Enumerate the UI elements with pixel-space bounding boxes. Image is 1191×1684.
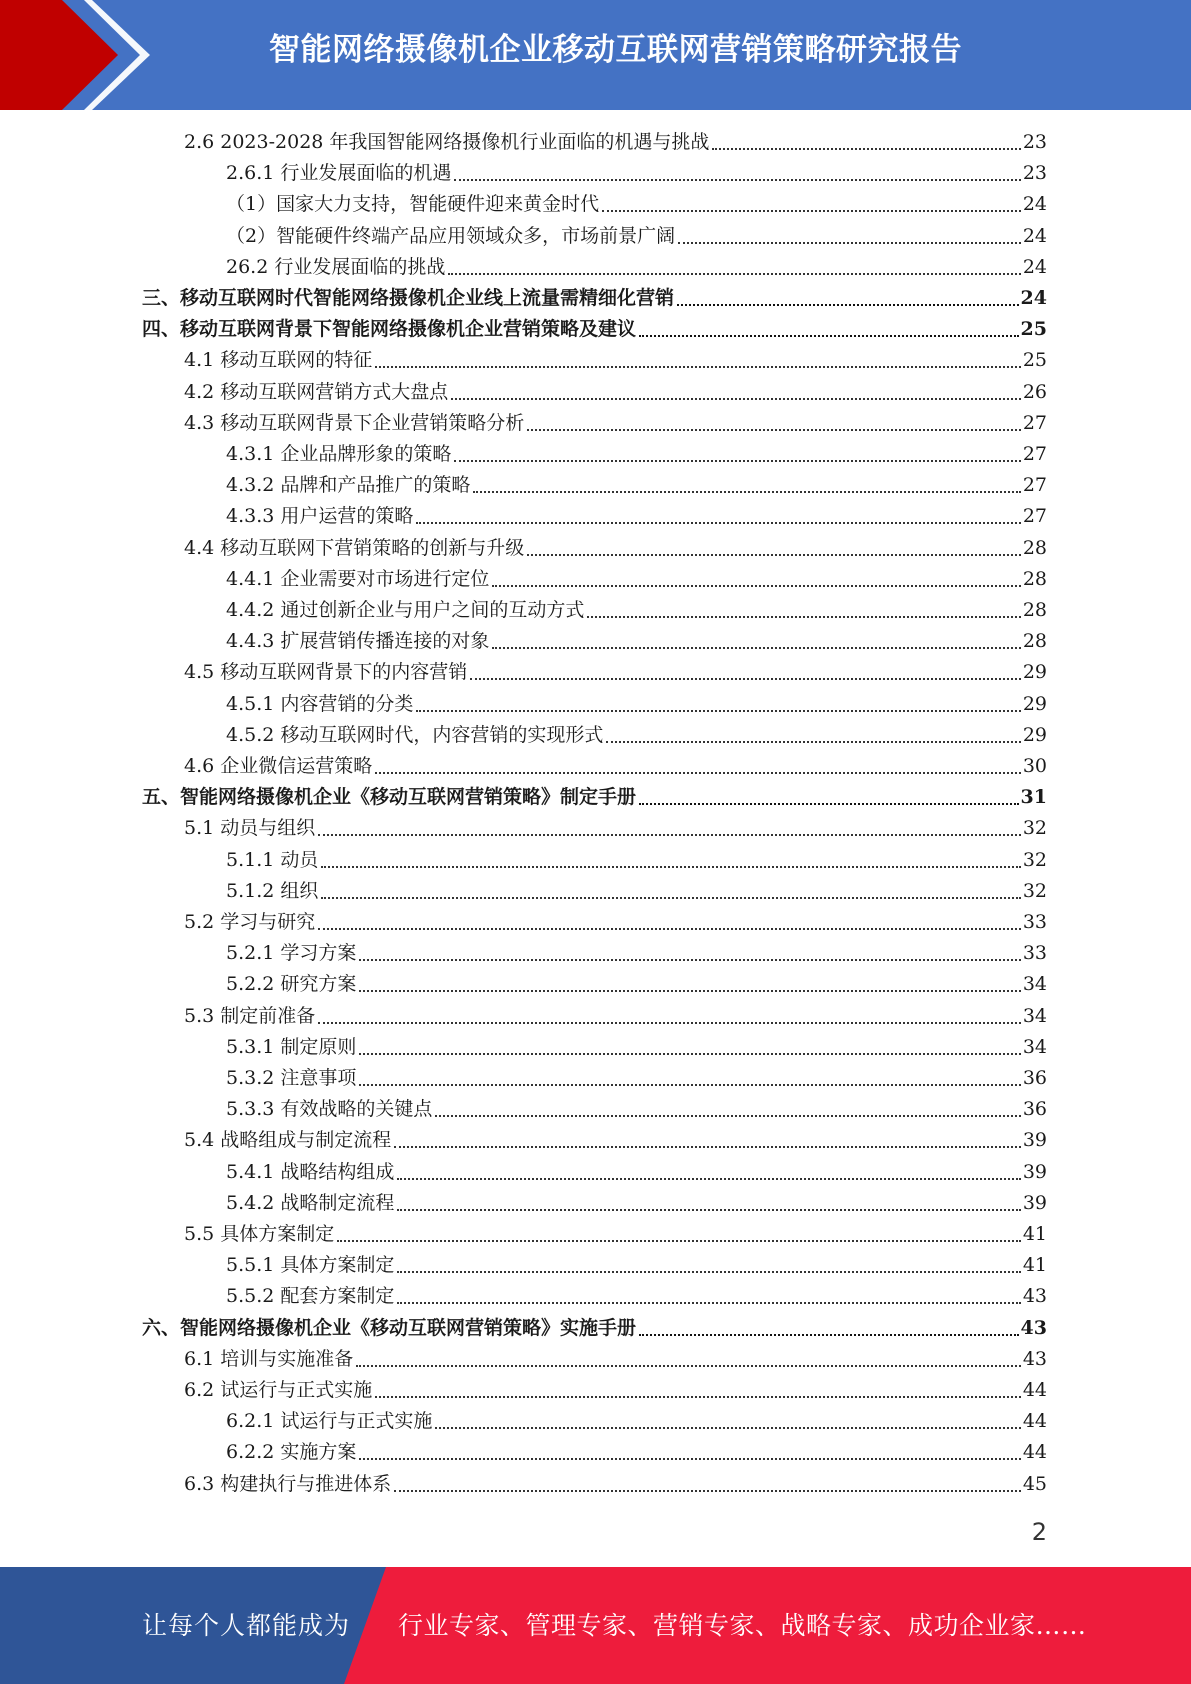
toc-entry-title: 5.1.2 组织 [226, 879, 319, 902]
toc-entry-title: 5.1 动员与组织 [184, 817, 316, 840]
toc-entry-page: 33 [1022, 942, 1047, 965]
footer-slogan-left: 让每个人都能成为 [142, 1611, 351, 1640]
toc-entry-title: 4.3.1 企业品牌形象的策略 [226, 443, 452, 465]
toc-dot-leader [321, 897, 1020, 899]
toc-entry-page: 23 [1022, 162, 1047, 185]
toc-entry-page: 27 [1022, 505, 1047, 528]
toc-entry-title: 2.6 2023-2028 年我国智能网络摄像机行业面临的机遇与挑战 [184, 131, 710, 153]
toc-dot-leader [454, 179, 1020, 181]
toc-dot-leader [394, 1490, 1021, 1492]
toc-dot-leader [356, 1365, 1021, 1367]
toc-entry[interactable] [184, 127, 1047, 158]
toc-dot-leader [677, 304, 1019, 306]
toc-entry-title: 5.4.2 战略制定流程 [226, 1191, 395, 1214]
toc-dot-leader [359, 1084, 1020, 1086]
toc-entry-page: 24 [1020, 287, 1047, 309]
toc-entry-title: 4.2 移动互联网营销方式大盘点 [184, 380, 449, 403]
toc-entry[interactable] [184, 1001, 1047, 1032]
toc-entry-page: 28 [1022, 567, 1047, 590]
toc-entry-title: 六、智能网络摄像机企业《移动互联网营销策略》实施手册 [142, 1316, 637, 1339]
toc-dot-leader [416, 710, 1020, 712]
toc-entry-page: 32 [1022, 879, 1047, 902]
toc-dot-leader [321, 866, 1020, 868]
toc-entry[interactable] [226, 470, 1047, 501]
toc-entry[interactable] [226, 252, 1047, 283]
toc-entry-page: 36 [1022, 1098, 1047, 1121]
toc-entry[interactable] [226, 845, 1047, 876]
toc-entry-title: 5.3.1 制定原则 [226, 1035, 357, 1058]
toc-dot-leader [492, 585, 1020, 587]
toc-entry-page: 25 [1022, 349, 1047, 372]
toc-entry-page: 29 [1022, 723, 1047, 746]
toc-entry[interactable] [226, 158, 1047, 189]
toc-entry[interactable] [184, 657, 1047, 688]
toc-entry-title: 5.2.2 研究方案 [226, 973, 357, 996]
toc-entry-page: 24 [1022, 255, 1047, 278]
toc-dot-leader [435, 1115, 1020, 1117]
toc-entry-page: 39 [1022, 1129, 1047, 1152]
toc-entry[interactable] [184, 377, 1047, 408]
toc-entry[interactable] [226, 1437, 1047, 1468]
toc-entry[interactable] [226, 720, 1047, 751]
toc-entry-page: 29 [1022, 661, 1047, 684]
toc-entry-title: 26.2 行业发展面临的挑战 [226, 255, 446, 278]
toc-entry-title: 6.1 培训与实施准备 [184, 1347, 354, 1370]
toc-entry-title: 5.2.1 学习方案 [226, 942, 357, 965]
toc-dot-leader [678, 242, 1021, 244]
toc-entry-page: 44 [1022, 1410, 1047, 1433]
toc-dot-leader [337, 1240, 1021, 1242]
toc-entry-title: 4.3 移动互联网背景下企业营销策略分析 [184, 411, 525, 434]
toc-dot-leader [375, 366, 1021, 368]
toc-dot-leader [492, 647, 1020, 649]
toc-entry-title: 4.4.3 扩展营销传播连接的对象 [226, 630, 490, 653]
toc-dot-leader [375, 772, 1021, 774]
toc-dot-leader [527, 429, 1021, 431]
toc-entry-page: 25 [1020, 318, 1047, 341]
toc-entry[interactable] [226, 1032, 1047, 1063]
toc-entry-page: 28 [1022, 536, 1047, 559]
toc-entry[interactable] [184, 408, 1047, 439]
toc-entry-title: 6.2.2 实施方案 [226, 1441, 357, 1464]
toc-entry-title: 6.3 构建执行与推进体系 [184, 1472, 392, 1495]
toc-dot-leader [359, 1458, 1020, 1460]
toc-entry-page: 34 [1022, 1035, 1047, 1058]
header-title: 智能网络摄像机企业移动互联网营销策略研究报告 [269, 32, 962, 68]
header-arrow-decoration [0, 0, 160, 110]
toc-entry-page: 31 [1020, 786, 1047, 809]
toc-entry-title: 4.6 企业微信运营策略 [184, 755, 373, 777]
toc-dot-leader [587, 616, 1020, 618]
page-footer [0, 1567, 1191, 1684]
toc-entry[interactable] [226, 1281, 1047, 1312]
toc-entry[interactable] [226, 1063, 1047, 1094]
toc-entry[interactable] [184, 751, 1047, 782]
toc-entry[interactable] [226, 689, 1047, 720]
toc-entry-title: 5.3.2 注意事项 [226, 1067, 357, 1089]
toc-dot-leader [375, 1396, 1021, 1398]
toc-entry-page: 27 [1022, 411, 1047, 434]
toc-entry-title: 5.5.2 配套方案制定 [226, 1285, 395, 1308]
toc-entry[interactable] [142, 314, 1047, 345]
toc-dot-leader [397, 1302, 1020, 1304]
toc-dot-leader [435, 1427, 1020, 1429]
toc-entry[interactable] [226, 189, 1047, 220]
toc-entry[interactable] [184, 1219, 1047, 1250]
toc-entry-title: 4.4.2 通过创新企业与用户之间的互动方式 [226, 599, 585, 621]
toc-entry[interactable] [226, 1250, 1047, 1281]
toc-entry[interactable] [142, 782, 1047, 813]
toc-dot-leader [448, 273, 1020, 275]
toc-entry-page: 28 [1022, 630, 1047, 653]
toc-entry-page: 43 [1022, 1285, 1047, 1308]
toc-entry-page: 43 [1022, 1347, 1047, 1370]
toc-entry-title: 4.3.3 用户运营的策略 [226, 505, 414, 528]
toc-entry-title: 5.5.1 具体方案制定 [226, 1254, 395, 1277]
toc-entry[interactable] [226, 564, 1047, 595]
toc-entry-title: 4.4 移动互联网下营销策略的创新与升级 [184, 536, 525, 559]
toc-entry[interactable] [184, 813, 1047, 844]
toc-entry[interactable] [226, 439, 1047, 470]
toc-dot-leader [416, 522, 1020, 524]
toc-entry-title: 4.3.2 品牌和产品推广的策略 [226, 474, 471, 497]
toc-entry-page: 34 [1022, 973, 1047, 996]
toc-entry-page: 27 [1022, 443, 1047, 465]
toc-entry-page: 45 [1022, 1472, 1047, 1495]
toc-entry-title: 4.5.1 内容营销的分类 [226, 692, 414, 715]
toc-entry[interactable] [184, 1344, 1047, 1375]
toc-entry-page: 24 [1022, 193, 1047, 216]
toc-entry-title: 四、移动互联网背景下智能网络摄像机企业营销策略及建议 [142, 318, 637, 341]
toc-entry[interactable] [184, 1125, 1047, 1156]
toc-entry-title: 5.5 具体方案制定 [184, 1223, 335, 1245]
toc-dot-leader [397, 1271, 1020, 1273]
toc-entry[interactable] [142, 1313, 1047, 1344]
page-header [0, 0, 1191, 110]
toc-entry-page: 32 [1022, 817, 1047, 840]
toc-entry-page: 32 [1022, 848, 1047, 871]
toc-entry[interactable] [226, 595, 1047, 626]
toc-entry[interactable] [226, 501, 1047, 532]
toc-dot-leader [318, 834, 1021, 836]
toc-dot-leader [359, 959, 1020, 961]
toc-entry[interactable] [184, 1469, 1047, 1500]
toc-entry[interactable] [184, 345, 1047, 376]
toc-entry[interactable] [226, 626, 1047, 657]
toc-entry-title: 5.2 学习与研究 [184, 911, 316, 933]
toc-entry-title: 5.4 战略组成与制定流程 [184, 1129, 392, 1152]
toc-dot-leader [359, 990, 1020, 992]
footer-slogan-right: 行业专家、管理专家、营销专家、战略专家、成功企业家…… [398, 1611, 1087, 1640]
toc-entry-title: 6.2.1 试运行与正式实施 [226, 1410, 433, 1433]
toc-dot-leader [473, 491, 1020, 493]
toc-dot-leader [602, 210, 1021, 212]
toc-dot-leader [451, 398, 1021, 400]
toc-entry-page: 39 [1022, 1160, 1047, 1183]
toc-entry-page: 23 [1022, 131, 1047, 153]
toc-dot-leader [454, 460, 1020, 462]
toc-entry[interactable] [226, 221, 1047, 252]
toc-entry-title: 4.1 移动互联网的特征 [184, 349, 373, 372]
toc-entry-page: 27 [1022, 474, 1047, 497]
toc-dot-leader [606, 741, 1020, 743]
toc-entry-title: （2）智能硬件终端产品应用领域众多，市场前景广阔 [226, 224, 676, 247]
toc-entry-page: 44 [1022, 1379, 1047, 1401]
toc-entry-title: 4.5.2 移动互联网时代，内容营销的实现形式 [226, 723, 604, 746]
toc-dot-leader [639, 803, 1019, 805]
toc-entry-page: 24 [1022, 224, 1047, 247]
toc-entry-title: 5.3.3 有效战略的关键点 [226, 1098, 433, 1121]
toc-entry-page: 41 [1022, 1254, 1047, 1277]
toc-dot-leader [639, 1334, 1019, 1336]
toc-entry-title: 6.2 试运行与正式实施 [184, 1379, 373, 1401]
toc-entry-page: 29 [1022, 692, 1047, 715]
toc-entry-title: 五、智能网络摄像机企业《移动互联网营销策略》制定手册 [142, 786, 637, 809]
toc-dot-leader [397, 1178, 1020, 1180]
toc-entry-title: 5.3 制定前准备 [184, 1004, 316, 1027]
toc-entry-title: 三、移动互联网时代智能网络摄像机企业线上流量需精细化营销 [142, 287, 675, 309]
toc-dot-leader [359, 1053, 1020, 1055]
toc-entry[interactable] [184, 533, 1047, 564]
toc-dot-leader [470, 678, 1021, 680]
toc-entry[interactable] [226, 876, 1047, 907]
toc-entry[interactable] [226, 938, 1047, 969]
toc-entry[interactable] [226, 1406, 1047, 1437]
toc-entry-title: （1）国家大力支持，智能硬件迎来黄金时代 [226, 193, 600, 216]
toc-entry[interactable] [226, 1188, 1047, 1219]
toc-entry[interactable] [226, 1094, 1047, 1125]
toc-entry-page: 39 [1022, 1191, 1047, 1214]
toc-dot-leader [318, 1022, 1021, 1024]
toc-entry[interactable] [226, 969, 1047, 1000]
page-number: 2 [1031, 1518, 1047, 1546]
toc-entry-title: 5.4.1 战略结构组成 [226, 1160, 395, 1183]
toc-entry[interactable] [226, 1157, 1047, 1188]
toc-entry-title: 2.6.1 行业发展面临的机遇 [226, 162, 452, 185]
toc-entry-page: 43 [1020, 1316, 1047, 1339]
toc-dot-leader [318, 928, 1021, 930]
toc-dot-leader [394, 1146, 1021, 1148]
toc-entry-page: 34 [1022, 1004, 1047, 1027]
toc-entry-page: 30 [1022, 755, 1047, 777]
toc-entry-title: 5.1.1 动员 [226, 848, 319, 871]
toc-entry[interactable] [184, 907, 1047, 938]
toc-dot-leader [397, 1209, 1020, 1211]
toc-entry-page: 28 [1022, 599, 1047, 621]
toc-entry-page: 41 [1022, 1223, 1047, 1245]
toc-entry[interactable] [184, 1375, 1047, 1406]
toc-dot-leader [527, 554, 1021, 556]
toc-entry-page: 33 [1022, 911, 1047, 933]
toc-entry-page: 36 [1022, 1067, 1047, 1089]
toc-entry-page: 26 [1022, 380, 1047, 403]
toc-dot-leader [712, 148, 1020, 150]
toc-entry[interactable] [142, 283, 1047, 314]
toc-dot-leader [639, 335, 1019, 337]
toc-entry-page: 44 [1022, 1441, 1047, 1464]
toc-entry-title: 4.4.1 企业需要对市场进行定位 [226, 567, 490, 590]
toc-entry-title: 4.5 移动互联网背景下的内容营销 [184, 661, 468, 684]
